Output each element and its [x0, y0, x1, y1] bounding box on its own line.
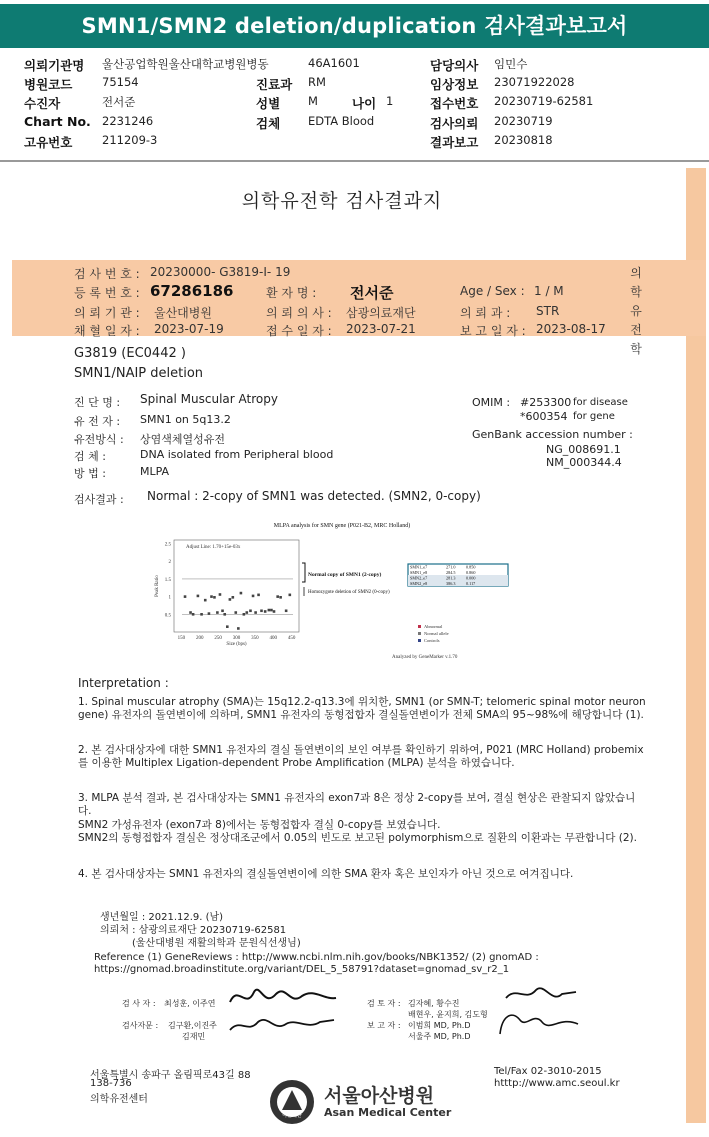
examiner-signature — [224, 980, 339, 1012]
physician-value: 임민수 — [494, 57, 528, 71]
advisor-signature — [224, 1010, 339, 1038]
plot-frame — [174, 540, 299, 632]
data-point — [289, 594, 292, 597]
advisor-label: 검사자문 : — [122, 1021, 159, 1030]
receipt-label: 접수번호 — [430, 96, 479, 111]
patient-name-label: 환 자 명 : — [266, 286, 317, 300]
data-point — [285, 609, 288, 612]
diagnosis-value: Spinal Muscular Atropy — [140, 392, 278, 406]
age-value: 1 — [386, 94, 394, 108]
adjust-line-label: Adjust Line: 1.70+15e-03x — [186, 545, 241, 550]
omim-gene: *600354 — [520, 410, 568, 423]
examiner-names: 최성훈, 이주연 — [164, 999, 216, 1008]
interpretation-2: 2. 본 검사대상자에 대한 SMN1 유전자의 결실 돌연변이의 보인 여부를 확인하기 위하여, P021 (MRC Holland) probemix를 이용한 Multiplex Ligation-dependent Probe Amplification (MLPA) 분석을 하였습니다. — [78, 744, 644, 769]
result-size: 281.3 — [446, 575, 456, 581]
doc-dept-value: STR — [536, 304, 560, 318]
advisor-names-2: 김재민 — [182, 1032, 206, 1041]
data-point — [200, 613, 203, 616]
homozygote-label: Homozygote deletion of SMN2 (0-copy) — [308, 590, 390, 595]
data-point — [223, 613, 226, 616]
omim-disease-note: for disease — [573, 397, 628, 408]
data-point — [229, 598, 232, 601]
reg-no-value: 67286186 — [150, 282, 234, 300]
address-3: 의학유전센터 — [90, 1094, 148, 1105]
birth-date: 생년월일 : 2021.12.9. (남) — [100, 912, 224, 923]
result-size: 386.3 — [446, 580, 456, 586]
request-label: 검사의뢰 — [430, 116, 479, 131]
data-point — [232, 596, 235, 599]
genbank-nm: NM_000344.4 — [546, 456, 622, 469]
result-label: 검사결과 : — [74, 493, 124, 506]
chart-no-value: 2231246 — [102, 114, 154, 128]
age-sex-value: 1 / M — [534, 284, 564, 298]
legend-label: Abnormal — [424, 624, 443, 629]
referrer-note: (울산대병원 재활의학과 문원식선생님) — [132, 938, 301, 949]
document-title: 의학유전학 검사결과지 — [241, 190, 443, 212]
interpretation-title: Interpretation : — [78, 676, 169, 690]
receipt-value: 20230719-62581 — [494, 94, 594, 108]
reviewer-label: 검 토 자 : — [367, 999, 401, 1008]
normal-copy-label: Normal copy of SMN1 (2-copy) — [308, 572, 382, 578]
data-point — [234, 611, 237, 614]
x-tick-label: 200 — [195, 636, 204, 641]
data-point — [276, 595, 279, 598]
collect-value: 2023-07-19 — [154, 322, 224, 336]
y-tick-label: 2.5 — [164, 542, 171, 548]
collect-label: 채 혈 일 자 : — [74, 324, 140, 338]
result-probe: SMN1_e8 — [410, 569, 428, 575]
reference-line-1: Reference (1) GeneReviews : http://www.ncbi.nlm.nih.gov/books/NBK1352/ (2) gnomAD : — [94, 952, 539, 963]
data-point — [270, 609, 273, 612]
data-point — [189, 611, 192, 614]
clinical-label: 임상정보 — [430, 77, 479, 92]
x-tick-label: 150 — [177, 636, 186, 641]
omim-gene-note: for gene — [573, 411, 615, 422]
data-point — [192, 613, 195, 616]
institution-value: 울산공업학원울산대학교병원병동 — [102, 57, 269, 71]
physician-label: 담당의사 — [430, 58, 479, 73]
hospital-logo-english: Asan Medical Center — [324, 1106, 452, 1119]
result-ratio: 0.000 — [466, 575, 476, 581]
data-point — [237, 627, 240, 630]
report-title-banner: SMN1/SMN2 deletion/duplication 검사결과보고서 — [0, 4, 709, 48]
report-date-value: 20230818 — [494, 133, 553, 147]
doc-dept-label: 의 뢰 과 : — [460, 306, 511, 320]
data-point — [184, 595, 187, 598]
exam-no-value: 20230000- G3819-I- 19 — [150, 265, 291, 279]
interpretation-1: 1. Spinal muscular atrophy (SMA)는 15q12.2-q13.3에 위치한, SMN1 (or SMN-T; telomeric spinal motor neuron gene) 유전자의 돌연변이에 의하며, SMN1 유전자의 동형접합자 결실돌연변이가 전체 SMA의 95~98%에 해당합니다 (1). — [78, 696, 646, 721]
doctor-label: 의 뢰 의 사 : — [266, 306, 332, 320]
sample-label: 검 체 : — [74, 450, 106, 463]
reporter-name-1: 이범희 MD, Ph.D — [408, 1021, 471, 1030]
x-tick-label: 450 — [287, 636, 296, 641]
data-point — [279, 596, 282, 599]
dept-value: RM — [308, 75, 326, 89]
request-value: 20230719 — [494, 114, 553, 128]
data-point — [240, 592, 243, 595]
data-point — [216, 611, 219, 614]
omim-disease: #253300 — [520, 396, 572, 409]
data-point — [219, 593, 222, 596]
referrer: 의뢰처 : 삼광의료재단 20230719-62581 — [100, 925, 287, 936]
method-label: 방 법 : — [74, 467, 106, 480]
header-divider — [0, 160, 709, 162]
legend-label: Normal allele — [424, 631, 449, 636]
result-probe: SMN2_e8 — [410, 580, 428, 586]
age-label: 나이 — [352, 96, 377, 111]
institution-code: 46A1601 — [308, 56, 360, 70]
receive-value: 2023-07-21 — [346, 322, 416, 336]
result-value: Normal : 2-copy of SMN1 was detected. (SMN2, 0-copy) — [147, 489, 481, 503]
reporter-signature — [490, 1006, 585, 1040]
advisor-names: 김구환,이진주 — [168, 1021, 217, 1030]
x-tick-label: 400 — [269, 636, 278, 641]
inst-label: 의 뢰 기 관 : — [74, 306, 140, 320]
report-date-label: 결과보고 — [430, 135, 479, 150]
gene-label: 유 전 자 : — [74, 415, 121, 428]
reg-no-label: 등 록 번 호 : — [74, 286, 140, 300]
test-name: SMN1/NAIP deletion — [74, 366, 204, 381]
data-point — [210, 595, 213, 598]
data-point — [252, 595, 255, 598]
genbank-ng: NG_008691.1 — [546, 443, 621, 456]
asan-foundation-seal-icon — [268, 1078, 316, 1126]
inst-value: 울산대병원 — [154, 306, 212, 320]
inheritance-label: 유전방식 : — [74, 433, 124, 446]
data-point — [208, 612, 211, 615]
inheritance-value: 상염색체열성유전 — [140, 433, 226, 446]
result-ratio: 0.860 — [466, 569, 476, 575]
data-point — [226, 625, 229, 628]
examiner-label: 검 사 자 : — [122, 999, 156, 1008]
mlpa-chart — [152, 518, 532, 668]
doc-report-label: 보 고 일 자 : — [460, 324, 526, 338]
genbank-label: GenBank accession number : — [472, 428, 633, 441]
patient-value: 전서준 — [102, 95, 136, 109]
age-sex-label: Age / Sex : — [460, 284, 525, 298]
method-value: MLPA — [140, 465, 170, 478]
result-size: 271.0 — [446, 564, 456, 570]
legend-swatch — [418, 625, 421, 628]
data-point — [221, 609, 224, 612]
legend-label: Controls — [424, 638, 440, 643]
sex-label: 성별 — [256, 96, 281, 111]
data-point — [245, 611, 248, 614]
reference-line-2: https://gnomad.broadinstitute.org/variant/DEL_5_58791?dataset=gnomad_sv_r2_1 — [94, 964, 510, 975]
y-tick-label: 0.5 — [164, 613, 171, 619]
x-tick-label: 300 — [232, 636, 241, 641]
data-point — [243, 613, 246, 616]
data-point — [260, 609, 263, 612]
diagnosis-label: 진 단 명 : — [74, 396, 121, 409]
tel-fax: Tel/Fax 02-3010-2015 — [494, 1066, 602, 1077]
unique-no-value: 211209-3 — [102, 133, 158, 147]
data-point — [257, 594, 260, 597]
result-probe: SMN2_e7 — [410, 575, 428, 581]
y-axis-label: Peak Ratio — [155, 575, 160, 597]
specimen-label: 검체 — [256, 116, 281, 131]
data-point — [254, 611, 257, 614]
reporter-name-2: 서울주 MD, Ph.D — [408, 1032, 471, 1041]
data-point — [273, 610, 276, 613]
data-point — [264, 610, 267, 613]
x-tick-label: 250 — [214, 636, 222, 641]
result-ratio: 0.850 — [466, 564, 476, 570]
address-2: 138-736 — [90, 1078, 132, 1089]
y-tick-label: 1 — [168, 595, 171, 601]
address-1: 서울특별시 송파구 올림픽로43길 88 — [90, 1070, 251, 1081]
reviewer-names-2: 배현우, 윤지희, 김도형 — [408, 1010, 488, 1019]
exam-no-label: 검 사 번 호 : — [74, 267, 140, 281]
clinical-value: 23071922028 — [494, 75, 575, 89]
patient-label: 수진자 — [24, 96, 61, 111]
result-ratio: 0.117 — [466, 580, 476, 586]
unique-no-label: 고유번호 — [24, 135, 73, 150]
normal-bracket — [302, 563, 305, 582]
hospital-code-value: 75154 — [102, 75, 139, 89]
hospital-code-label: 병원코드 — [24, 77, 73, 92]
specimen-value: EDTA Blood — [308, 114, 375, 128]
data-point — [213, 596, 216, 599]
patient-name-value: 전서준 — [350, 284, 394, 302]
data-point — [204, 599, 207, 602]
report-header — [0, 50, 709, 162]
y-tick-label: 1.5 — [164, 577, 171, 583]
legend-swatch — [418, 632, 421, 635]
hospital-logo-korean: 서울아산병원 — [324, 1085, 435, 1107]
interpretation-3: 3. MLPA 분석 결과, 본 검사대상자는 SMN1 유전자의 exon7과 8은 정상 2-copy를 보여, 결실 현상은 관찰되지 않았습니다. — [78, 792, 636, 817]
result-size: 284.5 — [446, 569, 456, 575]
sample-value: DNA isolated from Peripheral blood — [140, 448, 334, 461]
x-axis-label: Size (bps) — [226, 642, 247, 647]
omim-label: OMIM : — [472, 396, 511, 409]
svg-text:아산재단: 아산재단 — [282, 1114, 302, 1119]
x-tick-label: 350 — [251, 636, 259, 641]
chart-footer: Analyzed by GeneMarker v.1.70 — [392, 655, 458, 660]
chart-title: MLPA analysis for SMN gene (P021-B2, MRC Holland) — [273, 523, 411, 529]
dept-label: 진료과 — [256, 77, 293, 92]
vertical-dept-text: 의 학 유 전 학 — [630, 266, 642, 356]
reporter-label: 보 고 자 : — [367, 1021, 401, 1030]
mlpa-chart-svg — [152, 518, 532, 668]
y-tick-label: 2 — [168, 560, 171, 566]
website: htttp://www.amc.seoul.kr — [494, 1078, 620, 1089]
legend-swatch — [418, 639, 421, 642]
receive-label: 접 수 일 자 : — [266, 324, 332, 338]
result-document — [12, 168, 686, 1123]
data-point — [268, 609, 271, 612]
result-probe: SMN1_e7 — [410, 564, 428, 570]
doctor-value: 삼광의료재단 — [346, 306, 416, 320]
institution-label: 의뢰기관명 — [24, 58, 85, 73]
data-point — [197, 595, 200, 598]
interpretation-3b: SMN2 가성유전자 (exon7과 8)에서는 동형접합자 결실 0-copy를 보였습니다. — [78, 819, 441, 831]
test-code: G3819 (EC0442 ) — [74, 346, 186, 361]
reviewer-names: 김자혜, 황수진 — [408, 999, 460, 1008]
interpretation-3c: SMN2의 동형접합자 결실은 정상대조군에서 0.05의 빈도로 보고된 polymorphism으로 질환의 이환과는 무관합니다 (2). — [78, 832, 637, 844]
interpretation-4: 4. 본 검사대상자는 SMN1 유전자의 결실돌연변이에 의한 SMA 환자 혹은 보인자가 아닌 것으로 여겨집니다. — [78, 868, 574, 880]
data-point — [249, 609, 252, 612]
doc-report-value: 2023-08-17 — [536, 322, 606, 336]
sex-value: M — [308, 94, 318, 108]
chart-no-label: Chart No. — [24, 114, 91, 129]
gene-value: SMN1 on 5q13.2 — [140, 413, 231, 426]
